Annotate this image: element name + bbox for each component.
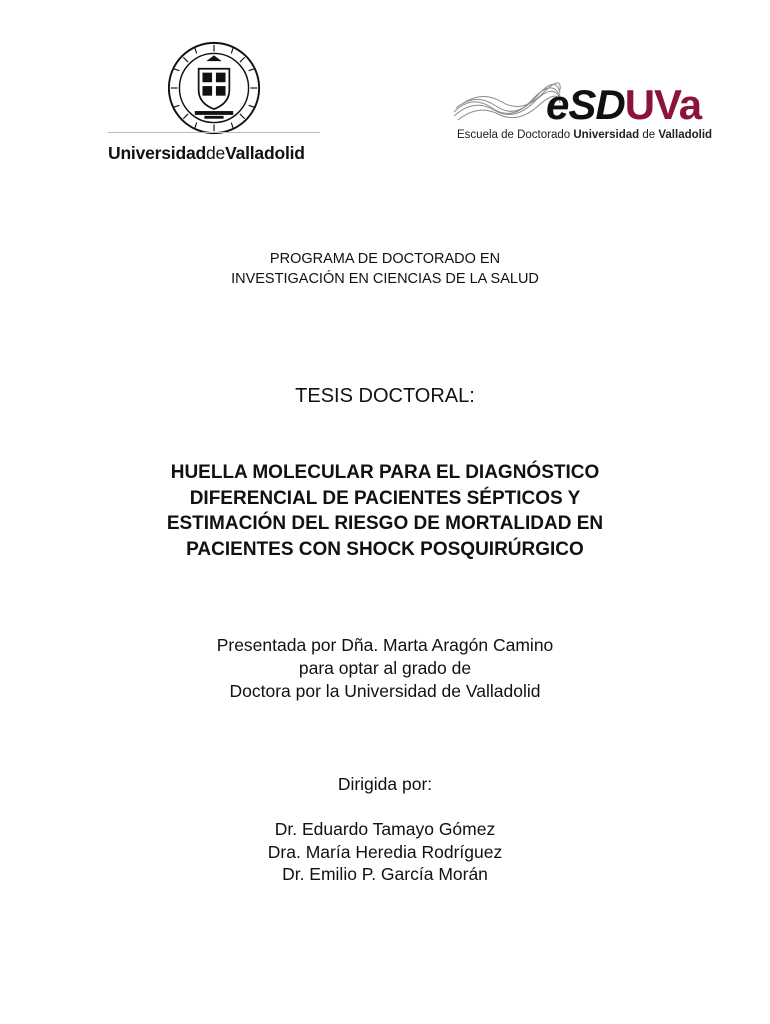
presentation-block xyxy=(0,634,770,703)
degree-purpose: para optar al grado de xyxy=(298,658,472,678)
director-2: Dra. María Heredia Rodríguez xyxy=(267,841,503,862)
thesis-title-line-1: HUELLA MOLECULAR PARA EL DIAGNÓSTICO xyxy=(170,462,600,483)
uva-wordmark: UniversidaddeValladolid xyxy=(108,143,305,163)
esduva-logo xyxy=(452,82,740,148)
director-3: Dr. Emilio P. García Morán xyxy=(282,864,488,884)
thesis-label: TESIS DOCTORAL: xyxy=(295,385,475,407)
presented-by: Presentada por Dña. Marta Aragón Camino xyxy=(216,635,554,655)
esduva-subtitle: Escuela de Doctorado Universidad de Valladolid xyxy=(457,129,713,141)
director-1: Dr. Eduardo Tamayo Gómez xyxy=(274,819,496,839)
thesis-title-line-4: PACIENTES CON SHOCK POSQUIRÚRGICO xyxy=(186,538,584,560)
thesis-title xyxy=(0,460,770,562)
thesis-title-line-2: DIFERENCIAL DE PACIENTES SÉPTICOS Y xyxy=(189,487,581,509)
thesis-title-line-3: ESTIMACIÓN DEL RIESGO DE MORTALIDAD EN xyxy=(166,513,604,534)
doctoral-program xyxy=(0,249,770,289)
program-line-1: PROGRAMA DE DOCTORADO EN xyxy=(269,251,501,267)
degree-name: Doctora por la Universidad de Valladolid xyxy=(229,681,541,701)
directed-by-label: Dirigida por: xyxy=(337,774,433,794)
uva-logo xyxy=(106,40,322,170)
program-line-2: INVESTIGACIÓN EN CIENCIAS DE LA SALUD xyxy=(231,271,539,287)
esduva-wordmark: eSDUVa xyxy=(546,81,702,128)
uva-logo-divider xyxy=(108,132,320,133)
uva-seal-icon xyxy=(166,40,262,136)
directors-list xyxy=(0,818,770,886)
